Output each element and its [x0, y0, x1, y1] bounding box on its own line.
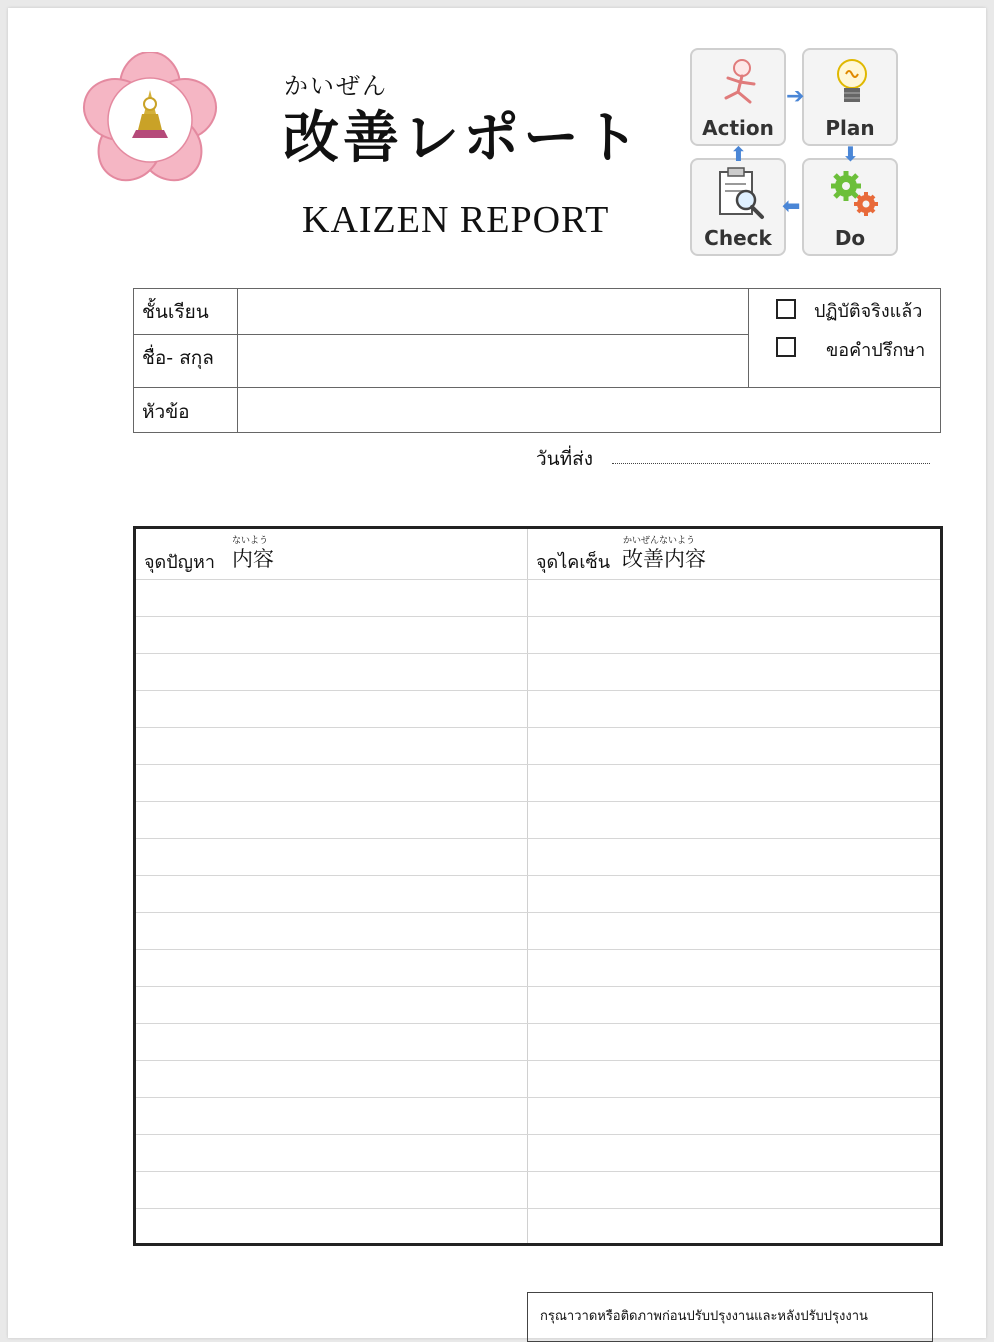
- problem-writing-area[interactable]: [136, 580, 527, 1240]
- student-info-table: [133, 288, 941, 433]
- class-label: ชั้นเรียน: [142, 301, 209, 323]
- lightbulb-icon: [832, 56, 872, 110]
- problem-header-label: จุดปัญหา: [144, 552, 215, 573]
- kaizen-writing-area[interactable]: [528, 580, 940, 1240]
- done-option-label: ปฏิบัติจริงแล้ว: [814, 301, 923, 322]
- kaizen-header-ruby: かいぜんないよう: [623, 536, 696, 546]
- pdca-action-label: Action: [702, 116, 774, 140]
- report-page: [8, 8, 986, 1338]
- pdca-do-card: [802, 158, 898, 256]
- consult-option-label: ขอคำปรึกษา: [826, 340, 926, 361]
- arrow-up-icon: ⬆: [730, 142, 747, 166]
- pdca-check-card: [690, 158, 786, 256]
- problem-header-jp: 内容: [232, 547, 274, 571]
- topic-label: หัวข้อ: [142, 401, 190, 423]
- arrow-left-icon: ⬅: [782, 194, 801, 219]
- topic-field[interactable]: [238, 388, 940, 432]
- pdca-plan-card: [802, 48, 898, 146]
- kaizen-column-header: [536, 547, 610, 576]
- problem-header-ruby: ないよう: [232, 536, 269, 546]
- problem-column-header: [144, 547, 215, 576]
- image-instruction-box[interactable]: กรุณาวาดหรือติดภาพก่อนปรับปรุงงานและหลังปรับปรุงงาน: [527, 1292, 933, 1342]
- submit-date-label: วันที่ส่ง: [536, 448, 594, 470]
- page-title-en: KAIZEN REPORT: [302, 199, 610, 241]
- kaizen-table: [133, 526, 943, 1246]
- school-logo-icon: [80, 52, 220, 187]
- pdca-action-card: [690, 48, 786, 146]
- kaizen-header-jp: 改善内容: [622, 547, 706, 571]
- kaizen-header-label: จุดไคเซ็น: [536, 552, 611, 573]
- page-title-jp: 改善レポート: [283, 105, 643, 171]
- submit-date-field[interactable]: [612, 463, 930, 464]
- title-ruby: かいぜん: [284, 72, 388, 100]
- name-field[interactable]: [238, 335, 748, 387]
- running-person-icon: [716, 58, 764, 108]
- done-checkbox[interactable]: [776, 299, 796, 319]
- consult-checkbox[interactable]: [776, 337, 796, 357]
- pdca-check-label: Check: [704, 226, 772, 250]
- class-field[interactable]: [238, 289, 748, 334]
- gears-icon: [826, 168, 882, 220]
- arrow-right-icon: ➔: [786, 84, 805, 109]
- name-label: ชื่อ- สกุล: [142, 347, 214, 369]
- arrow-down-icon: ⬇: [842, 142, 859, 166]
- clipboard-magnifier-icon: [716, 166, 768, 222]
- pdca-plan-label: Plan: [825, 116, 875, 140]
- pdca-do-label: Do: [834, 226, 866, 250]
